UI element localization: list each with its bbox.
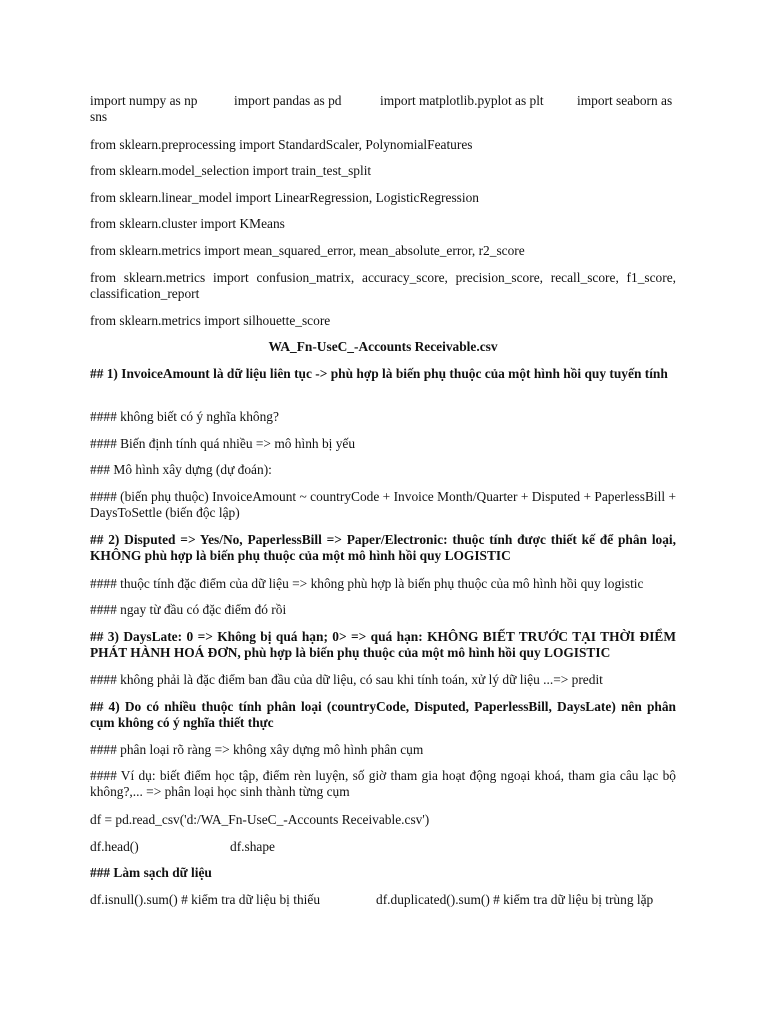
note-line: #### không phải là đặc điểm ban đầu của dữ liệu, có sau khi tính toán, xử lý dữ liệu ...=> predit [90, 672, 603, 687]
file-title: WA_Fn-UseC_-Accounts Receivable.csv [268, 339, 498, 354]
note-line: ### Mô hình xây dựng (dự đoán): [90, 462, 272, 477]
note-line: #### Biến định tính quá nhiều => mô hình bị yếu [90, 436, 356, 451]
import-line: from sklearn.metrics import silhouette_score [90, 313, 331, 328]
import-line: from sklearn.cluster import KMeans [90, 216, 285, 231]
code-line: df = pd.read_csv('d:/WA_Fn-UseC_-Accounts Receivable.csv') [90, 812, 430, 827]
note-heading: ## 3) DaysLate: 0 => Không bị quá hạn; 0> => quá hạn: KHÔNG BIẾT TRƯỚC TẠI THỜI ĐIỂM PHÁT HÀNH HOÁ ĐƠN, phù hợp là biến phụ thuộc của một mô hình hồi quy LOGISTIC [90, 629, 676, 660]
shape-call: df.shape [230, 839, 275, 854]
import-line: from sklearn.metrics import mean_squared_error, mean_absolute_error, r2_score [90, 243, 525, 258]
clean-heading: ### Làm sạch dữ liệu [90, 865, 212, 880]
note-line: #### (biến phụ thuộc) InvoiceAmount ~ countryCode + Invoice Month/Quarter + Disputed + PaperlessBill + DaysToSettle (biến độc lập) [90, 489, 676, 520]
import-line: from sklearn.preprocessing import StandardScaler, PolynomialFeatures [90, 137, 473, 152]
note-heading: ## 4) Do có nhiều thuộc tính phân loại (countryCode, Disputed, PaperlessBill, DaysLate) nên phân cụm không có ý nghĩa thiết thực [90, 699, 676, 730]
import-seaborn-cont: sns [90, 109, 108, 124]
note-heading: ## 1) InvoiceAmount là dữ liệu liên tục -> phù hợp là biến phụ thuộc của một hình hồi quy tuyến tính [90, 366, 668, 381]
import-line: from sklearn.linear_model import LinearRegression, LogisticRegression [90, 190, 479, 205]
note-line: #### không biết có ý nghĩa không? [90, 409, 279, 424]
note-heading: ## 2) Disputed => Yes/No, PaperlessBill => Paper/Electronic: thuộc tính được thiết kế để phân loại, KHÔNG phù hợp là biến phụ thuộc của một mô hình hồi quy LOGISTIC [90, 532, 676, 563]
check-row [90, 892, 676, 908]
import-seaborn: import seaborn as [577, 93, 673, 108]
note-line: #### ngay từ đầu có đặc điểm đó rồi [90, 602, 287, 617]
import-pandas: import pandas as pd [234, 93, 342, 108]
import-line: from sklearn.metrics import confusion_matrix, accuracy_score, precision_score, recall_score, f1_score, classification_report [90, 270, 676, 301]
head-call: df.head() [90, 839, 139, 854]
duplicated-check: df.duplicated().sum() # kiểm tra dữ liệu bị trùng lặp [376, 892, 654, 907]
note-line: #### phân loại rõ ràng => không xây dựng mô hình phân cụm [90, 742, 424, 757]
import-matplotlib: import matplotlib.pyplot as plt [380, 93, 544, 108]
note-line: #### Ví dụ: biết điểm học tập, điểm rèn luyện, số giờ tham gia hoạt động ngoại khoá, tham gia câu lạc bộ không?,... => phân loại học sinh thành từng cụm [90, 768, 676, 799]
import-numpy: import numpy as np [90, 93, 198, 108]
head-row [90, 839, 676, 855]
import-line: from sklearn.model_selection import train_test_split [90, 163, 372, 178]
note-line: #### thuộc tính đặc điểm của dữ liệu => không phù hợp là biến phụ thuộc của mô hình hồi quy logistic [90, 576, 644, 591]
imports-row [90, 93, 676, 125]
isnull-check: df.isnull().sum() # kiểm tra dữ liệu bị thiếu [90, 892, 321, 907]
